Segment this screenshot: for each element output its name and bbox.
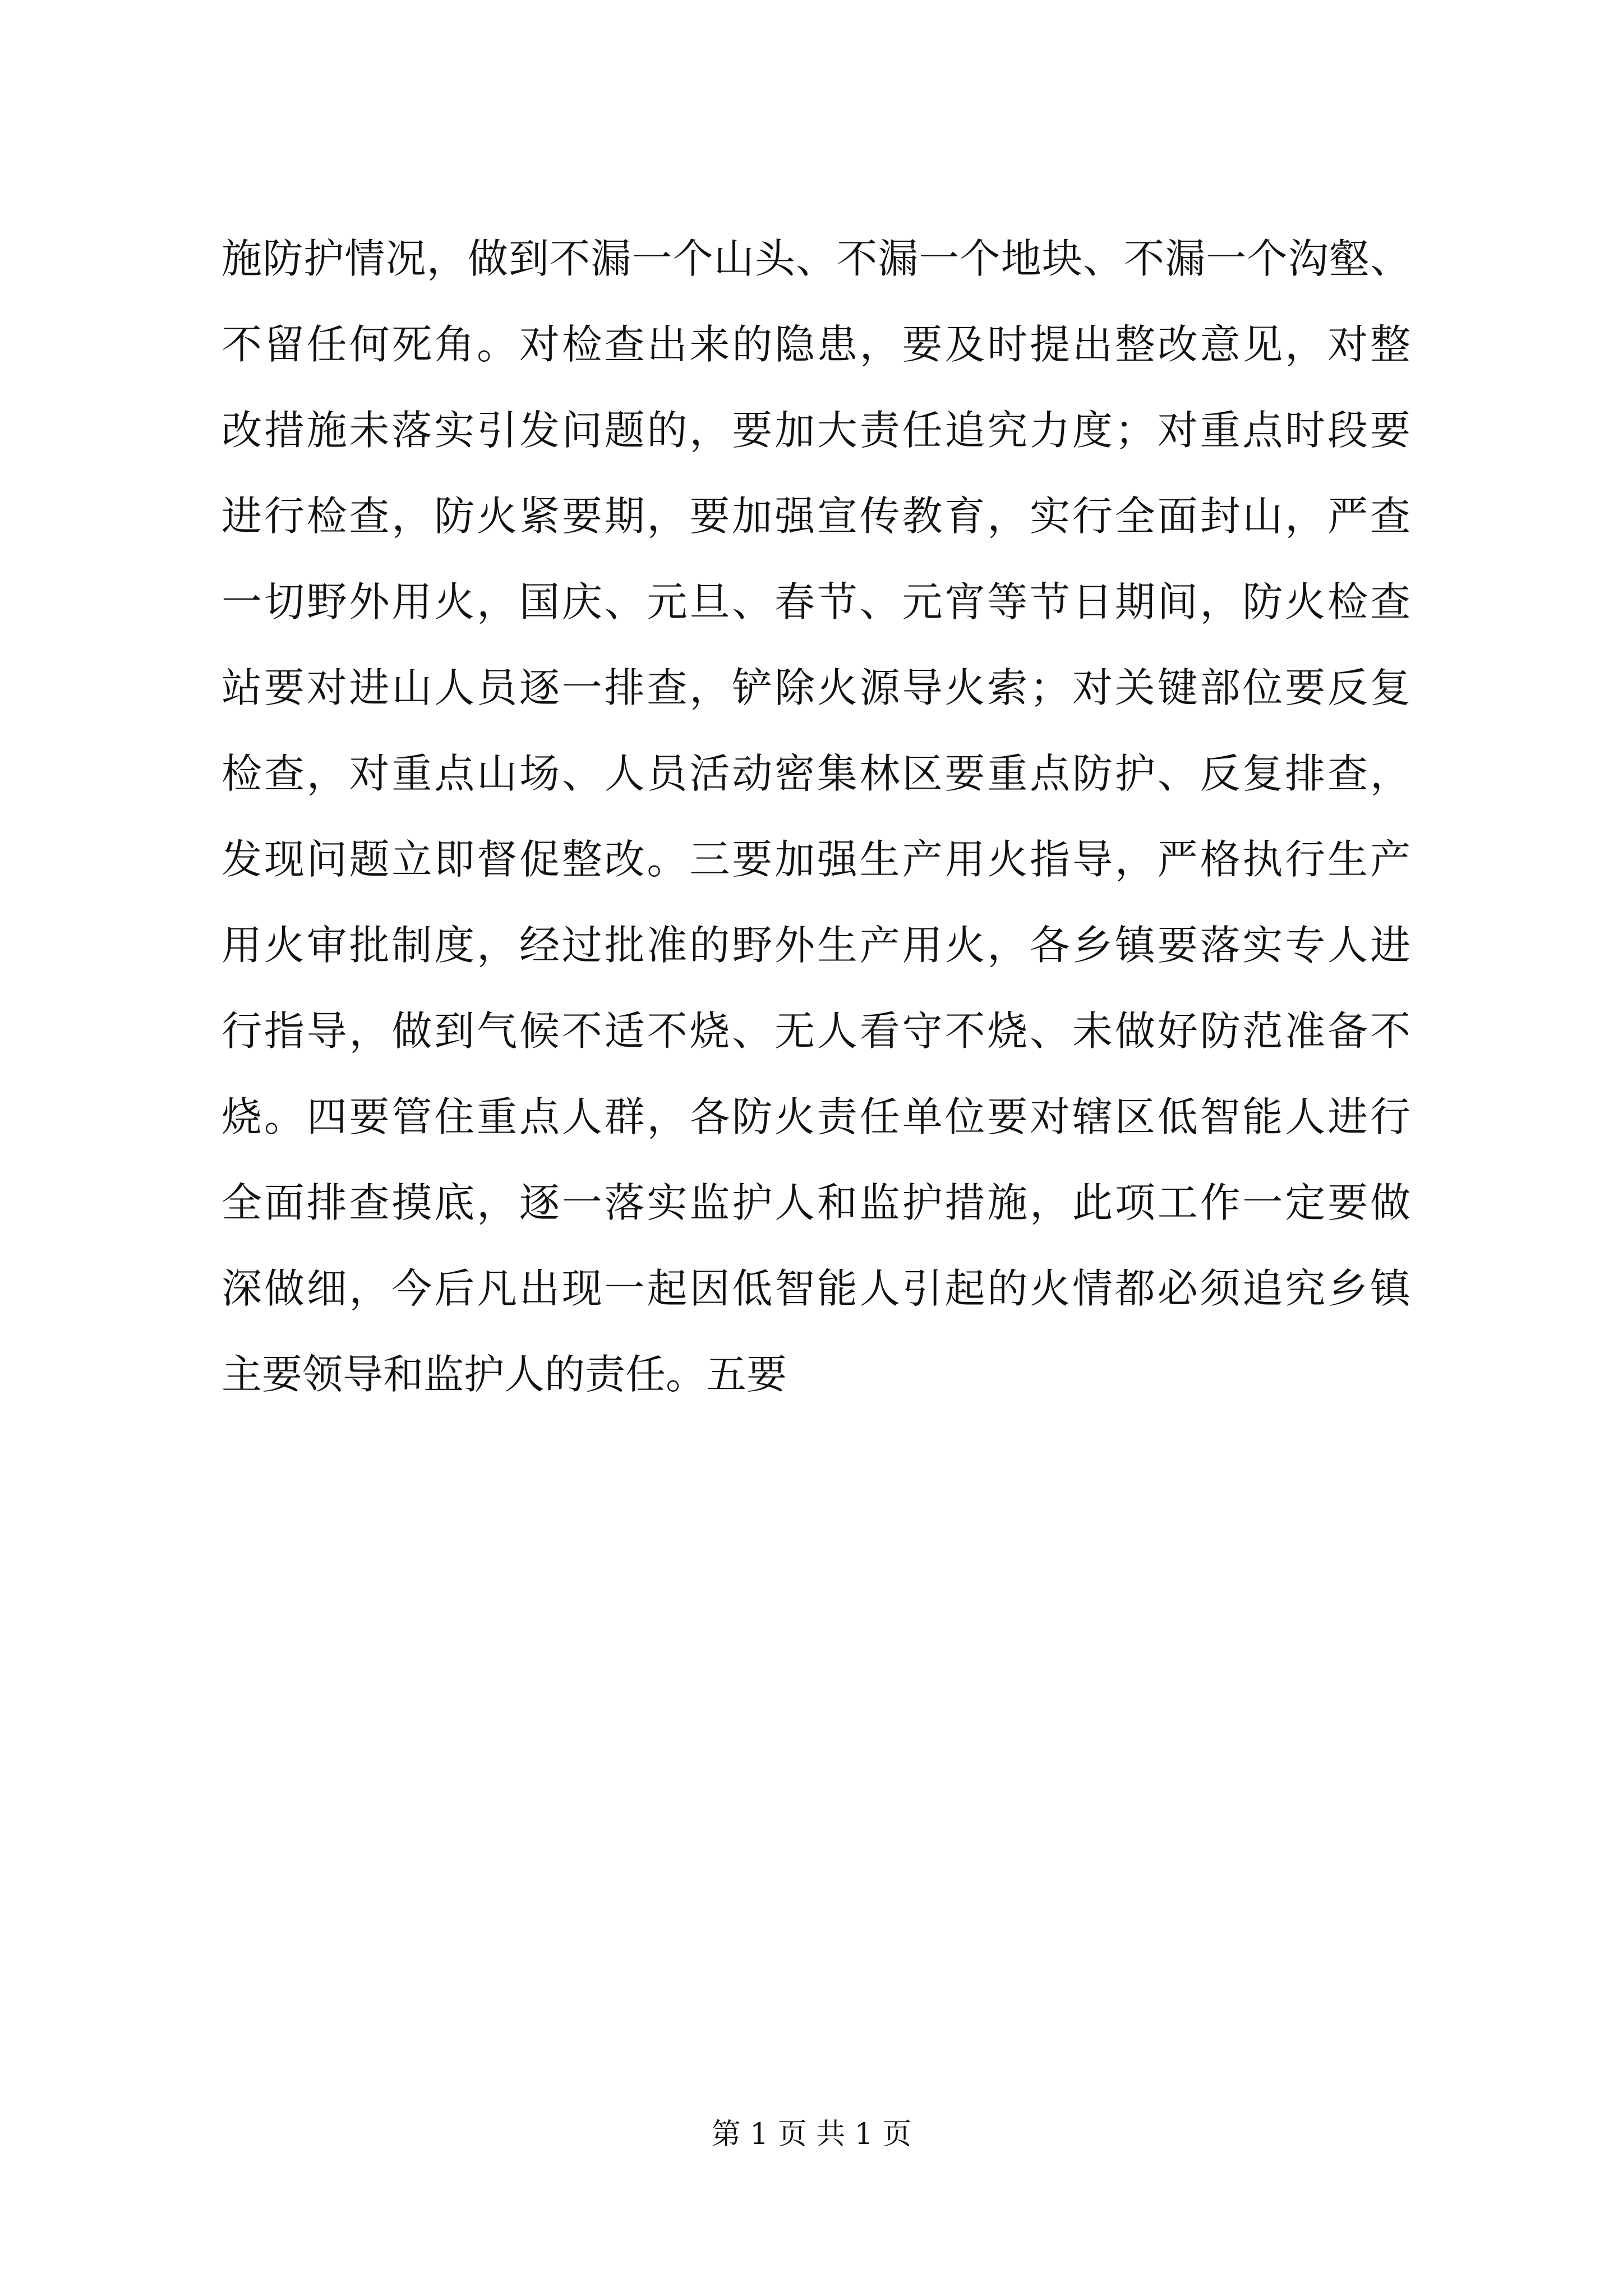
text-line-2: 不留任何死角。对检查出来的隐患，要及时提出整改意见，对整 xyxy=(222,321,1410,368)
text-line-7: 检查，对重点山场、人员活动密集林区要重点防护、反复排查， xyxy=(222,750,1410,797)
text-line-1: 施防护情况，做到不漏一个山头、不漏一个地块、不漏一个沟壑、 xyxy=(222,235,1410,282)
text-line-11: 烧。四要管住重点人群，各防火责任单位要对辖区低智能人进行 xyxy=(222,1093,1410,1140)
page-footer xyxy=(0,2115,1623,2154)
text-line-10: 行指导，做到气候不适不烧、无人看守不烧、未做好防范准备不 xyxy=(222,1007,1410,1055)
text-line-5: 一切野外用火，国庆、元旦、春节、元宵等节日期间，防火检查 xyxy=(222,578,1410,625)
text-line-14: 主要领导和监护人的责任。五要 xyxy=(222,1351,787,1398)
page-number-label: 第 1 页 共 1 页 xyxy=(711,2118,912,2151)
text-line-9: 用火审批制度，经过批准的野外生产用火，各乡镇要落实专人进 xyxy=(222,922,1410,969)
text-line-12: 全面排查摸底，逐一落实监护人和监护措施，此项工作一定要做 xyxy=(222,1179,1410,1226)
text-line-6: 站要对进山人员逐一排查，铲除火源导火索；对关键部位要反复 xyxy=(222,664,1410,711)
text-line-8: 发现问题立即督促整改。三要加强生产用火指导，严格执行生产 xyxy=(222,836,1410,883)
text-line-13: 深做细，今后凡出现一起因低智能人引起的火情都必须追究乡镇 xyxy=(222,1265,1410,1312)
text-line-3: 改措施未落实引发问题的，要加大责任追究力度；对重点时段要 xyxy=(222,407,1410,454)
body-text xyxy=(222,216,1410,1418)
text-line-4: 进行检查，防火紧要期，要加强宣传教育，实行全面封山，严查 xyxy=(222,493,1410,540)
